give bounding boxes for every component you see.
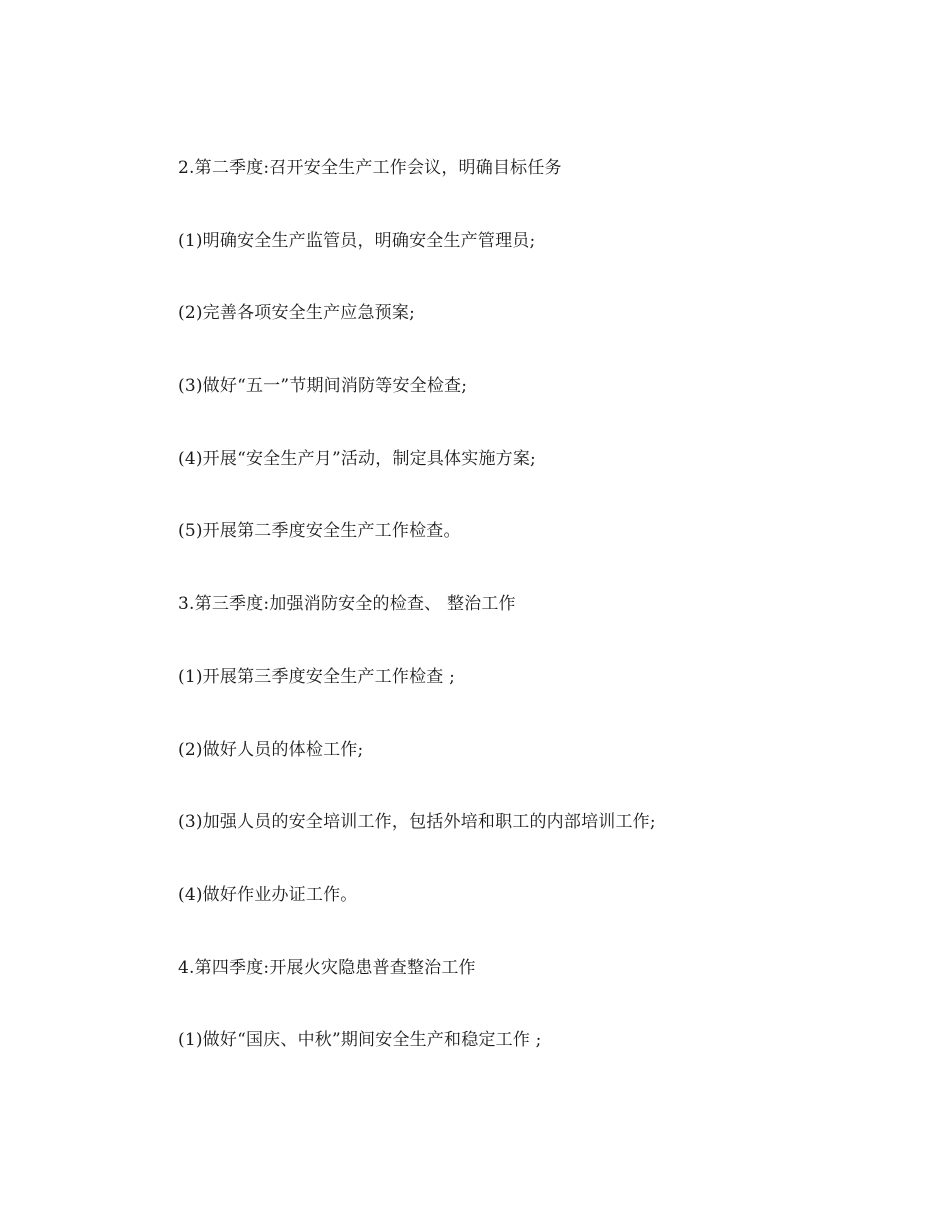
section-heading-q2: 2.第二季度:召开安全生产工作会议，明确目标任务 (178, 158, 562, 178)
list-item: (1)做好“国庆、中秋”期间安全生产和稳定工作 ; (178, 1030, 542, 1050)
list-item: (3)做好“五一”节期间消防等安全检查; (178, 376, 468, 396)
list-item: (2)完善各项安全生产应急预案; (178, 303, 416, 323)
list-item: (3)加强人员的安全培训工作，包括外培和职工的内部培训工作; (178, 812, 656, 832)
list-item: (1)开展第三季度安全生产工作检查 ; (178, 667, 456, 687)
list-item: (4)做好作业办证工作。 (178, 885, 358, 905)
list-item: (4)开展“安全生产月”活动，制定具体实施方案; (178, 449, 536, 469)
section-heading-q4: 4.第四季度:开展火灾隐患普查整治工作 (178, 958, 476, 978)
list-item: (5)开展第二季度安全生产工作检查。 (178, 521, 461, 541)
list-item: (2)做好人员的体检工作; (178, 740, 364, 760)
section-heading-q3: 3.第三季度:加强消防安全的检查、 整治工作 (178, 594, 516, 614)
list-item: (1)明确安全生产监管员，明确安全生产管理员; (178, 231, 536, 251)
